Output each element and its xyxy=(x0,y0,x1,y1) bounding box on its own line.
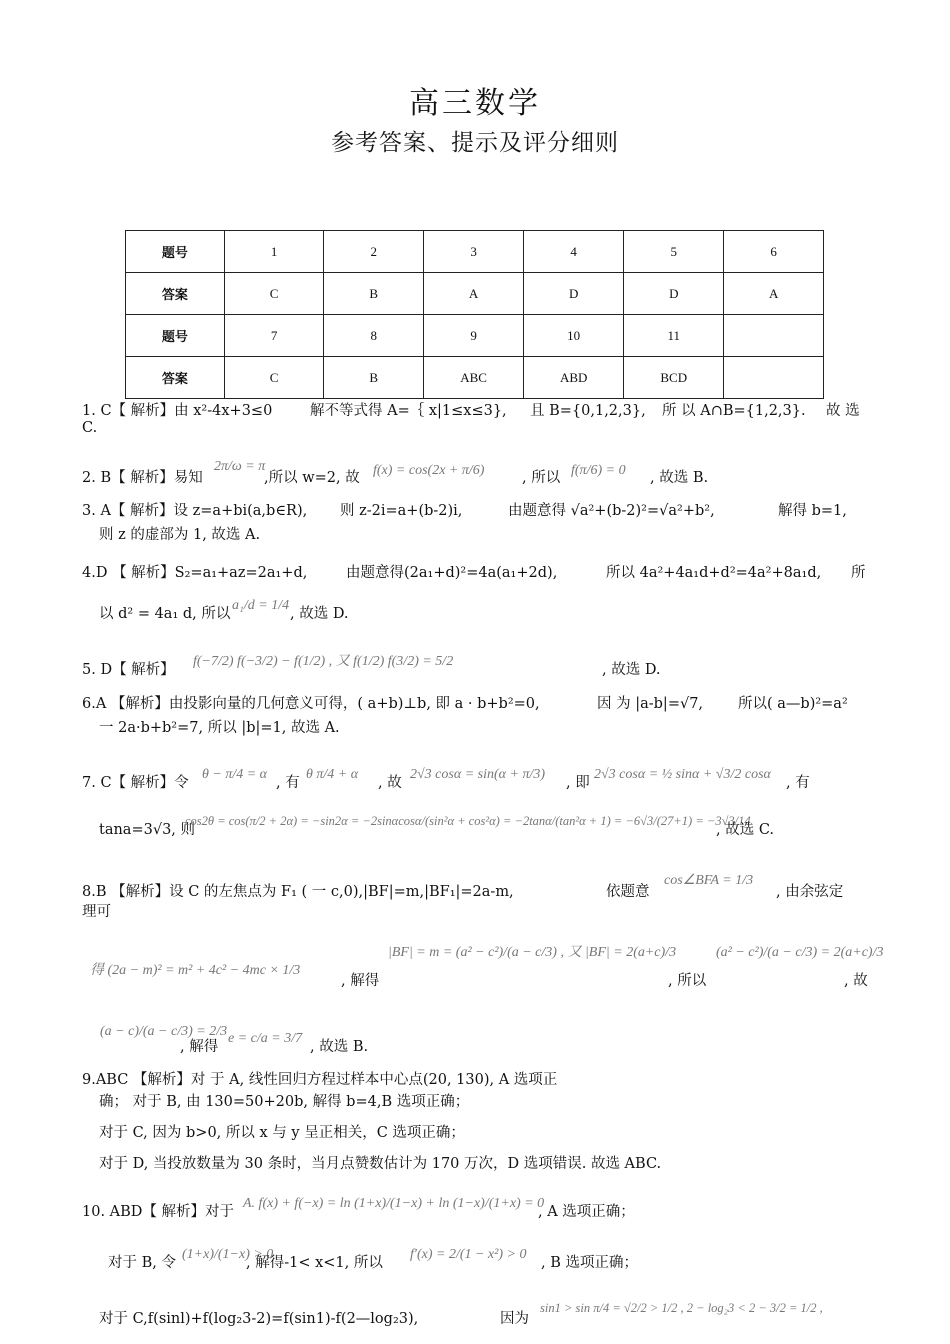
table-cell: D xyxy=(624,273,724,315)
q8-text: 8.B 【解析】设 C 的左焦点为 F₁ ( 一 c,0),|BF|=m,|BF₁|=2a-m, xyxy=(82,884,514,900)
q8-text: 理可 xyxy=(82,904,111,920)
q8-formula: e = c/a = 3/7 xyxy=(228,1031,303,1046)
q7-formula: θ − π/4 = α xyxy=(202,767,268,782)
table-cell: A xyxy=(724,273,824,315)
q10-formula: sin1 > sin π/4 = √2/2 > 1/2 , 2 − log₂3 < 2 − 3/2 = 1/2 , xyxy=(540,1301,823,1315)
table-cell: 8 xyxy=(324,315,424,357)
q9-text: 确； 对于 B, 由 130=50+20b, 解得 b=4,B 选项正确； xyxy=(99,1094,470,1110)
q3-text: 由题意得 √a²+(b-2)²=√a²+b², xyxy=(508,503,715,519)
q1-text: 解不等式得 A=｛ x|1≤x≤3}, xyxy=(310,403,507,419)
q3-text: 3. A【 解析】设 z=a+bi(a,b∈R), xyxy=(82,503,308,519)
q10-formula: A. f(x) + f(−x) = ln (1+x)/(1−x) + ln (1−x)/(1+x) = 0 xyxy=(243,1196,545,1211)
q1-text: 故 选 xyxy=(826,403,860,419)
q2-text: , 故选 B. xyxy=(650,470,709,486)
q4-text: 由题意得(2a₁+d)²=4a(a₁+2d), xyxy=(346,565,558,581)
q2-formula: f(π/6) = 0 xyxy=(571,463,626,478)
q7-text: , 即 xyxy=(566,775,590,791)
table-cell xyxy=(724,315,824,357)
q10-formula: f′(x) = 2/(1 − x²) > 0 xyxy=(410,1247,527,1262)
q10-text: , B 选项正确； xyxy=(541,1255,638,1271)
table-cell: A xyxy=(424,273,524,315)
table-cell: 11 xyxy=(624,315,724,357)
q8-text: , 解得 xyxy=(180,1039,219,1055)
header-cell: 题号 xyxy=(126,231,225,273)
table-cell: D xyxy=(524,273,624,315)
q10-text: 因为 xyxy=(500,1311,529,1327)
q9-text: 对于 C, 因为 b>0, 所以 x 与 y 呈正相关，C 选项正确； xyxy=(99,1125,465,1141)
q7-text: , 故选 C. xyxy=(716,822,775,838)
q3-text: 解得 b=1, xyxy=(778,503,847,519)
q9-text: 对于 D, 当投放数量为 30 条时，当月点赞数估计为 170 万次，D 选项错误. 故选 ABC. xyxy=(99,1156,662,1172)
table-cell: 7 xyxy=(224,315,324,357)
table-row xyxy=(126,231,824,273)
table-cell: 6 xyxy=(724,231,824,273)
q8-formula: (a² − c²)/(a − c/3) = 2(a+c)/3 xyxy=(716,945,884,960)
q2-formula: f(x) = cos(2x + π/6) xyxy=(373,463,485,478)
q6-text: 一 2a·b+b²=7, 所以 |b|=1, 故选 A. xyxy=(99,720,340,736)
q7-formula: 2√3 cosα = ½ sinα + √3/2 cosα xyxy=(594,767,771,782)
q5-text: 5. D【 解析】 xyxy=(82,662,175,678)
q4-text: 以 d² = 4a₁ d, 所以 xyxy=(99,606,231,622)
q8-text: , 故 xyxy=(844,973,868,989)
q4-text: 所 xyxy=(851,565,866,581)
q6-text: 因 为 |a-b|=√7, xyxy=(597,696,704,712)
q8-text: , 解得 xyxy=(341,973,380,989)
q6-text: 6.A 【解析】由投影向量的几何意义可得，( a+b)⊥b, 即 a · b+b²=0, xyxy=(82,696,540,712)
q8-formula: (a − c)/(a − c/3) = 2/3 xyxy=(100,1024,228,1039)
header-cell: 题号 xyxy=(126,315,225,357)
q1-text: 所 以 A∩B={1,2,3}. xyxy=(662,403,806,419)
table-cell: 4 xyxy=(524,231,624,273)
table-cell: B xyxy=(324,273,424,315)
q8-formula: 得 (2a − m)² = m² + 4c² − 4mc × 1/3 xyxy=(90,963,301,978)
table-cell: 9 xyxy=(424,315,524,357)
q8-text: , 由余弦定 xyxy=(776,884,844,900)
q4-text: 4.D 【 解析】S₂=a₁+az=2a₁+d, xyxy=(82,565,308,581)
q7-text: 7. C【 解析】令 xyxy=(82,775,189,791)
table-cell: B xyxy=(324,357,424,399)
q8-formula: |BF| = m = (a² − c²)/(a − c/3) , 又 |BF| = 2(a+c)/3 xyxy=(388,945,677,960)
q4-formula: a₁/d = 1/4 xyxy=(232,598,290,613)
q1-text: C. xyxy=(82,420,98,436)
q7-text: , 有 xyxy=(786,775,810,791)
q8-text: 依题意 xyxy=(606,884,650,900)
table-row xyxy=(126,315,824,357)
q10-formula: (1+x)/(1−x) > 0 xyxy=(182,1247,274,1262)
q2-text: , 所以 xyxy=(522,470,561,486)
table-cell xyxy=(724,357,824,399)
q10-text: 对于 C,f(sinl)+f(log₂3-2)=f(sin1)-f(2—log₂3), xyxy=(99,1311,419,1327)
q3-text: 则 z 的虚部为 1, 故选 A. xyxy=(99,527,261,543)
table-cell: 10 xyxy=(524,315,624,357)
q3-text: 则 z-2i=a+(b-2)i, xyxy=(340,503,463,519)
q2-text: 2. B【 解析】易知 xyxy=(82,470,203,486)
table-cell: ABD xyxy=(524,357,624,399)
page-title: 高三数学 xyxy=(409,86,541,121)
q7-text: tana=3√3, 则 xyxy=(99,822,196,838)
header-cell: 答案 xyxy=(126,357,225,399)
q6-text: 所以( a—b)²=a² xyxy=(738,696,848,712)
table-cell: C xyxy=(224,273,324,315)
q1-text: 且 B={0,1,2,3}, xyxy=(530,403,646,419)
table-row xyxy=(126,357,824,399)
table-cell: 1 xyxy=(224,231,324,273)
table-cell: ABC xyxy=(424,357,524,399)
q4-text: 所以 4a²+4a₁d+d²=4a²+8a₁d, xyxy=(606,565,822,581)
q10-text: , A 选项正确； xyxy=(538,1204,635,1220)
q7-text: , 有 xyxy=(276,775,300,791)
q5-text: , 故选 D. xyxy=(602,662,661,678)
q10-text: , 解得-1< x<1, 所以 xyxy=(246,1255,383,1271)
table-cell: 3 xyxy=(424,231,524,273)
q8-formula: cos∠BFA = 1/3 xyxy=(664,873,754,888)
header-cell: 答案 xyxy=(126,273,225,315)
q7-formula: cos2θ = cos(π/2 + 2α) = −sin2α = −2sinαcosα/(sin²α + cos²α) = −2tanα/(tan²α + 1) = −6√3/(27+1) = −3√3/14 xyxy=(185,814,751,828)
q7-formula: 2√3 cosα = sin(α + π/3) xyxy=(410,767,546,782)
q8-text: , 故选 B. xyxy=(310,1039,369,1055)
table-cell: 2 xyxy=(324,231,424,273)
table-row xyxy=(126,273,824,315)
answer-table xyxy=(125,230,824,399)
q5-formula: f(−7/2) f(−3/2) − f(1/2) , 又 f(1/2) f(3/2) = 5/2 xyxy=(193,654,454,669)
page-subtitle: 参考答案、提示及评分细则 xyxy=(331,130,619,156)
q7-text: , 故 xyxy=(378,775,402,791)
table-cell: BCD xyxy=(624,357,724,399)
q8-text: , 所以 xyxy=(668,973,707,989)
q10-text: 对于 B, 令 xyxy=(108,1255,176,1271)
q1-text: 1. C【 解析】由 x²-4x+3≤0 xyxy=(82,403,273,419)
q10-text: 10. ABD【 解析】对于 xyxy=(82,1204,235,1220)
table-cell: C xyxy=(224,357,324,399)
q9-text: 9.ABC 【解析】对 于 A, 线性回归方程过样本中心点(20, 130), A 选项正 xyxy=(82,1072,558,1088)
q2-formula: 2π/ω = π xyxy=(214,459,266,474)
q2-text: ,所以 w=2, 故 xyxy=(264,470,360,486)
q4-text: , 故选 D. xyxy=(290,606,349,622)
table-cell: 5 xyxy=(624,231,724,273)
q7-formula: θ π/4 + α xyxy=(306,767,359,782)
